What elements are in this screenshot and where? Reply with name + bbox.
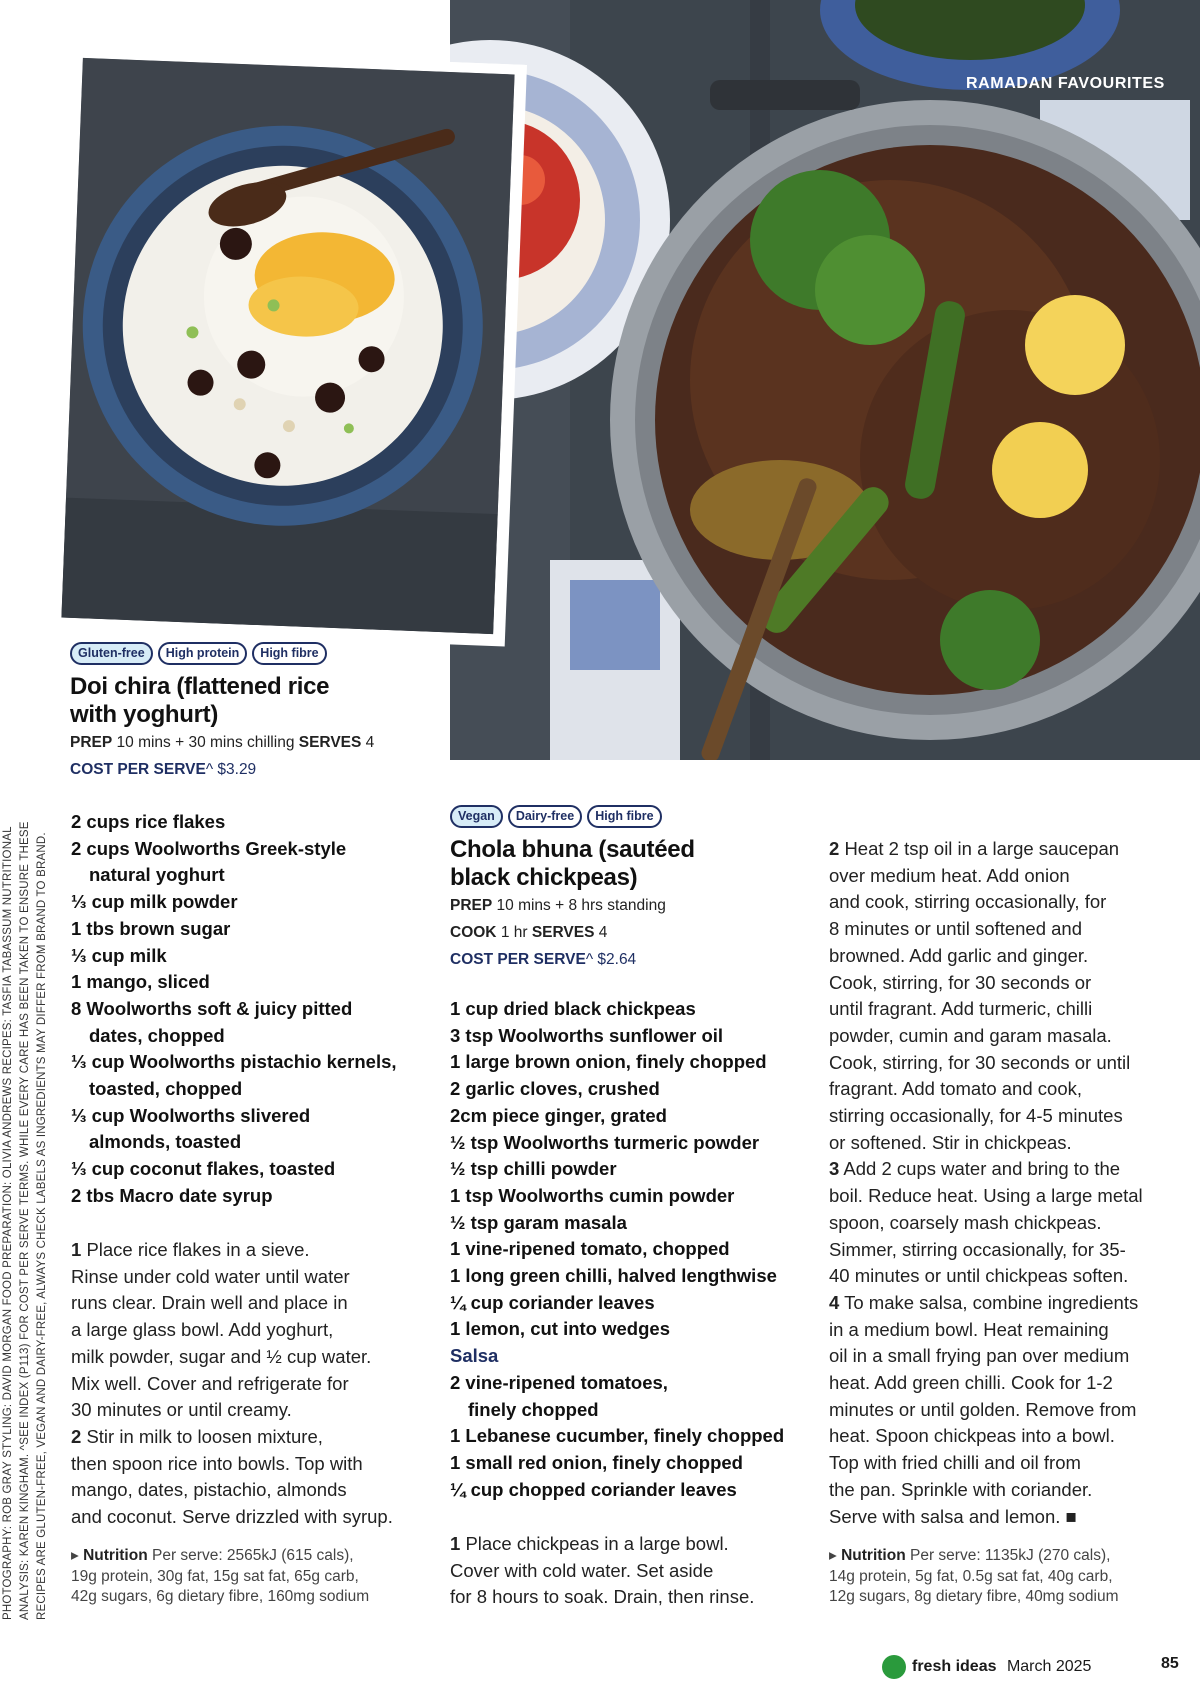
magazine-name: fresh ideas xyxy=(912,1658,997,1676)
method-line: mango, dates, pistachio, almonds xyxy=(71,1479,347,1501)
ingredient: ⅓ cup Woolworths slivered xyxy=(71,1104,311,1126)
prep-label: PREP xyxy=(450,897,493,914)
photo-credits xyxy=(0,700,54,1620)
ingredient: 8 Woolworths soft & juicy pitted xyxy=(71,997,353,1019)
step-number: 4 xyxy=(829,1291,840,1313)
ingredient: 1 Lebanese cucumber, finely chopped xyxy=(450,1425,785,1447)
method-line: Mix well. Cover and refrigerate for xyxy=(71,1372,349,1394)
ingredient: ¼ cup chopped coriander leaves xyxy=(450,1478,737,1500)
method-line: a large glass bowl. Add yoghurt, xyxy=(71,1319,334,1341)
method-line: oil in a small frying pan over medium xyxy=(829,1345,1130,1367)
ingredient: 1 tbs brown sugar xyxy=(71,917,231,939)
tag-high-fibre: High fibre xyxy=(252,642,326,665)
recipe-2-nutrition xyxy=(829,1546,1194,1608)
ingredient: 1 long green chilli, halved lengthwise xyxy=(450,1265,777,1287)
triangle-icon: ▸ xyxy=(71,1547,79,1564)
method-line: 30 minutes or until creamy. xyxy=(71,1399,292,1421)
cost-value: ^ $3.29 xyxy=(205,761,257,778)
ingredient: 2 vine-ripened tomatoes, xyxy=(450,1371,668,1393)
method-step-4 xyxy=(829,1290,1194,1530)
method-line: Stir in milk to loosen mixture, xyxy=(86,1425,323,1447)
recipe-1-method xyxy=(71,1237,431,1531)
chola-bhuna-photo xyxy=(450,0,1200,760)
method-line: 40 minutes or until chickpeas soften. xyxy=(829,1265,1129,1287)
method-line: in a medium bowl. Heat remaining xyxy=(829,1318,1109,1340)
nutrition-line: 19g protein, 30g fat, 15g sat fat, 65g carb, xyxy=(71,1567,359,1585)
nutrition-line: Per serve: 2565kJ (615 cals), xyxy=(151,1547,354,1564)
prep-value: 10 mins + 30 mins chilling xyxy=(116,734,295,751)
ingredient: 2cm piece ginger, grated xyxy=(450,1104,667,1126)
method-line: for 8 hours to soak. Drain, then rinse. xyxy=(450,1586,755,1608)
triangle-icon: ▸ xyxy=(829,1547,837,1564)
ingredient: dates, chopped xyxy=(89,1024,225,1046)
salsa-heading: Salsa xyxy=(450,1345,499,1367)
cook-value: 1 hr xyxy=(500,924,528,941)
issue-date: March 2025 xyxy=(1006,1658,1092,1676)
method-line: or softened. Stir in chickpeas. xyxy=(829,1131,1072,1153)
ingredient: ⅓ cup milk xyxy=(71,944,167,966)
method-line: over medium heat. Add onion xyxy=(829,864,1070,886)
step-number: 2 xyxy=(829,838,840,859)
method-line: milk powder, sugar and ½ cup water. xyxy=(71,1345,372,1367)
method-line: minutes or until golden. Remove from xyxy=(829,1398,1137,1420)
serves-label: SERVES xyxy=(531,924,595,941)
method-line: Cook, stirring, for 30 seconds or xyxy=(829,971,1092,993)
nutrition-line: 14g protein, 5g fat, 0.5g sat fat, 40g carb, xyxy=(829,1567,1113,1585)
nutrition-line: 12g sugars, 8g dietary fibre, 40mg sodium xyxy=(829,1588,1119,1605)
ingredient: ½ tsp garam masala xyxy=(450,1211,627,1233)
recipe-1-nutrition xyxy=(71,1546,431,1608)
method-line: then spoon rice into bowls. Top with xyxy=(71,1452,363,1474)
method-line: Heat 2 tsp oil in a large saucepan xyxy=(844,838,1120,859)
ingredient: natural yoghurt xyxy=(89,864,225,886)
nutrition-label: Nutrition xyxy=(841,1547,906,1564)
method-line: boil. Reduce heat. Using a large metal xyxy=(829,1185,1143,1207)
chola-bhuna-illustration xyxy=(450,0,1200,760)
serves-label: SERVES xyxy=(298,734,362,751)
recipe-2-meta xyxy=(450,892,810,973)
recipe-1-tags xyxy=(70,642,430,665)
ingredient: ⅓ cup milk powder xyxy=(71,891,238,913)
tag-high-protein: High protein xyxy=(158,642,248,665)
method-line: stirring occasionally, for 4-5 minutes xyxy=(829,1105,1123,1127)
ingredient: 2 cups rice flakes xyxy=(71,811,226,832)
recipe-1-ingredients xyxy=(71,809,431,1210)
ingredient: 3 tsp Woolworths sunflower oil xyxy=(450,1024,724,1046)
ingredient: ⅓ cup coconut flakes, toasted xyxy=(71,1158,336,1180)
recipe-1-meta xyxy=(70,729,430,783)
credit-line: ANALYSIS: KAREN KINGHAM. ^SEE INDEX (P113) FOR COST PER SERVE TERMS. WHILE EVERY CARE HAS BEEN TAKEN TO ENSURE THESE xyxy=(19,821,31,1620)
method-line: Place rice flakes in a sieve. xyxy=(86,1239,310,1260)
prep-label: PREP xyxy=(70,734,113,751)
credit-line: PHOTOGRAPHY: ROB GRAY STYLING: DAVID MORGAN FOOD PREPARATION: OLIVIA ANDREWS RECIPES: TASFIA TABASSUM NUTRITIONAL xyxy=(2,826,14,1620)
page-number: 85 xyxy=(1161,1655,1179,1672)
method-step-3 xyxy=(829,1156,1194,1290)
tag-dairy-free: Dairy-free xyxy=(508,805,582,828)
doi-chira-illustration xyxy=(61,58,514,634)
title-line: Chola bhuna (sautéed xyxy=(450,836,695,863)
woolworths-logo-icon xyxy=(882,1655,906,1679)
ingredient: 2 tbs Macro date syrup xyxy=(71,1184,273,1206)
ingredient: ⅓ cup Woolworths pistachio kernels, xyxy=(71,1051,397,1073)
method-line: Cook, stirring, for 30 seconds or until xyxy=(829,1051,1131,1073)
cost-value: ^ $2.64 xyxy=(585,951,637,968)
title-line: Doi chira (flattened rice xyxy=(70,673,330,700)
ingredient: 2 garlic cloves, crushed xyxy=(450,1078,660,1100)
step-number: 1 xyxy=(71,1239,82,1260)
method-line: To make salsa, combine ingredients xyxy=(844,1291,1139,1313)
recipe-2-ingredients xyxy=(450,996,820,1503)
method-line: and cook, stirring occasionally, for xyxy=(829,891,1107,913)
ingredient: 1 cup dried black chickpeas xyxy=(450,998,696,1019)
ingredient: finely chopped xyxy=(468,1398,599,1420)
method-line: Cover with cold water. Set aside xyxy=(450,1559,714,1581)
credit-line: RECIPES ARE GLUTEN-FREE, VEGAN AND DAIRY-FREE, ALWAYS CHECK LABELS AS INGREDIENTS MAY DIFFER FROM BRAND TO BRAND. xyxy=(36,832,48,1620)
recipe-2-method-step-1 xyxy=(450,1531,820,1611)
step-number: 1 xyxy=(450,1533,461,1554)
serves-value: 4 xyxy=(598,924,608,941)
ingredient: almonds, toasted xyxy=(89,1131,242,1153)
doi-chira-photo xyxy=(61,58,514,634)
method-line: Rinse under cold water until water xyxy=(71,1265,350,1287)
cost-label: COST PER SERVE xyxy=(450,951,586,968)
step-number: 2 xyxy=(71,1425,82,1447)
ingredient: ¼ cup coriander leaves xyxy=(450,1291,655,1313)
ingredient: 1 large brown onion, finely chopped xyxy=(450,1051,767,1073)
ingredient: ½ tsp Woolworths turmeric powder xyxy=(450,1131,760,1153)
method-line: Top with fried chilli and oil from xyxy=(829,1452,1081,1474)
ingredient: 2 cups Woolworths Greek-style xyxy=(71,837,347,859)
serves-value: 4 xyxy=(365,734,375,751)
method-line: Add 2 cups water and bring to the xyxy=(843,1158,1121,1180)
nutrition-label: Nutrition xyxy=(83,1547,148,1564)
method-line: powder, cumin and garam masala. xyxy=(829,1024,1112,1046)
method-line: Serve with salsa and lemon. ■ xyxy=(829,1505,1077,1527)
method-line: runs clear. Drain well and place in xyxy=(71,1292,348,1314)
tag-vegan: Vegan xyxy=(450,805,503,828)
ingredient: toasted, chopped xyxy=(89,1078,243,1100)
cook-label: COOK xyxy=(450,924,497,941)
recipe-1-title xyxy=(70,673,430,729)
recipe-2-tags xyxy=(450,805,810,828)
tag-gluten-free: Gluten-free xyxy=(70,642,153,665)
ingredient: 1 lemon, cut into wedges xyxy=(450,1318,670,1340)
method-line: the pan. Sprinkle with coriander. xyxy=(829,1478,1093,1500)
method-step-2 xyxy=(71,1424,431,1531)
method-line: browned. Add garlic and ginger. xyxy=(829,944,1089,966)
recipe-2-method xyxy=(829,836,1194,1530)
title-line: with yoghurt) xyxy=(70,701,219,728)
title-line: black chickpeas) xyxy=(450,864,638,891)
nutrition-line: 42g sugars, 6g dietary fibre, 160mg sodium xyxy=(71,1588,370,1605)
nutrition-line: Per serve: 1135kJ (270 cals), xyxy=(909,1547,1111,1564)
method-line: fragrant. Add tomato and cook, xyxy=(829,1078,1082,1100)
section-kicker: RAMADAN FAVOURITES xyxy=(966,75,1165,92)
ingredient: 1 small red onion, finely chopped xyxy=(450,1451,743,1473)
ingredient: ½ tsp chilli powder xyxy=(450,1158,617,1180)
tag-high-fibre: High fibre xyxy=(587,805,661,828)
method-line: spoon, coarsely mash chickpeas. xyxy=(829,1211,1102,1233)
ingredient: 1 vine-ripened tomato, chopped xyxy=(450,1238,730,1260)
recipe-2-header xyxy=(450,805,810,973)
page-footer xyxy=(882,1655,1091,1679)
ingredient: 1 tsp Woolworths cumin powder xyxy=(450,1184,735,1206)
recipe-2-title xyxy=(450,836,810,892)
method-step-2 xyxy=(829,836,1194,1156)
cost-label: COST PER SERVE xyxy=(70,761,206,778)
method-line: Simmer, stirring occasionally, for 35- xyxy=(829,1238,1126,1260)
step-number: 3 xyxy=(829,1158,840,1180)
ingredient: 1 mango, sliced xyxy=(71,971,210,993)
method-line: until fragrant. Add turmeric, chilli xyxy=(829,998,1093,1020)
method-line: 8 minutes or until softened and xyxy=(829,918,1082,940)
method-step-1 xyxy=(71,1237,431,1424)
method-line: Place chickpeas in a large bowl. xyxy=(465,1533,729,1554)
recipe-1-header xyxy=(70,642,430,783)
prep-value: 10 mins + 8 hrs standing xyxy=(496,897,666,914)
method-line: and coconut. Serve drizzled with syrup. xyxy=(71,1506,393,1528)
method-line: heat. Spoon chickpeas into a bowl. xyxy=(829,1425,1115,1447)
method-line: heat. Add green chilli. Cook for 1-2 xyxy=(829,1372,1113,1394)
